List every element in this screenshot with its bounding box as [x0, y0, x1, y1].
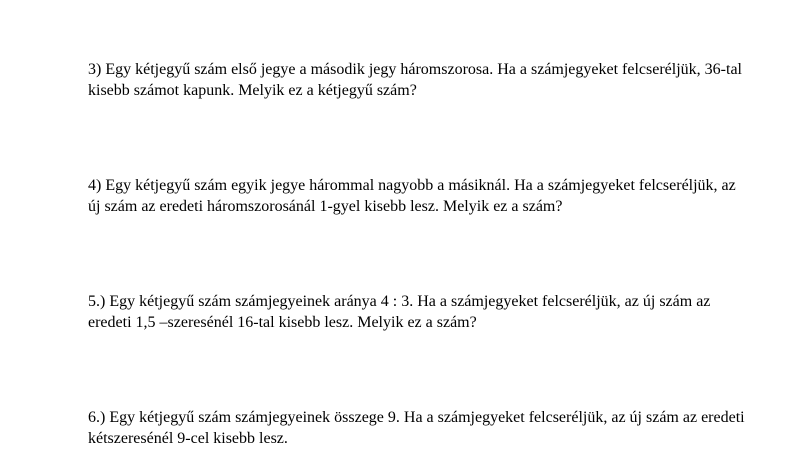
problem-3-line-1: 3) Egy kétjegyű szám első jegye a második jegy háromszorosa. Ha a számjegyeket felcseréljük, 36-tal — [88, 61, 742, 78]
problem-4-line-1: 4) Egy kétjegyű szám egyik jegye hárommal nagyobb a másiknál. Ha a számjegyeket felcseréljük, az — [88, 177, 736, 194]
problem-5-line-1: 5.) Egy kétjegyű szám számjegyeinek aránya 4 : 3. Ha a számjegyeket felcseréljük, az új szám az — [88, 293, 711, 310]
problem-5-line-2: eredeti 1,5 –szeresénél 16-tal kisebb lesz. Melyik ez a szám? — [88, 314, 477, 331]
problem-3 — [88, 59, 778, 101]
problem-6-line-2: kétszeresénél 9-cel kisebb lesz. — [88, 430, 288, 447]
problem-4 — [88, 175, 778, 217]
problem-6 — [88, 407, 778, 449]
problem-6-line-1: 6.) Egy kétjegyű szám számjegyeinek összege 9. Ha a számjegyeket felcseréljük, az új szám az eredeti — [88, 409, 745, 426]
problem-5 — [88, 291, 778, 333]
problem-4-line-2: új szám az eredeti háromszorosánál 1-gyel kisebb lesz. Melyik ez a szám? — [88, 198, 563, 215]
problem-3-line-2: kisebb számot kapunk. Melyik ez a kétjegyű szám? — [88, 82, 417, 99]
